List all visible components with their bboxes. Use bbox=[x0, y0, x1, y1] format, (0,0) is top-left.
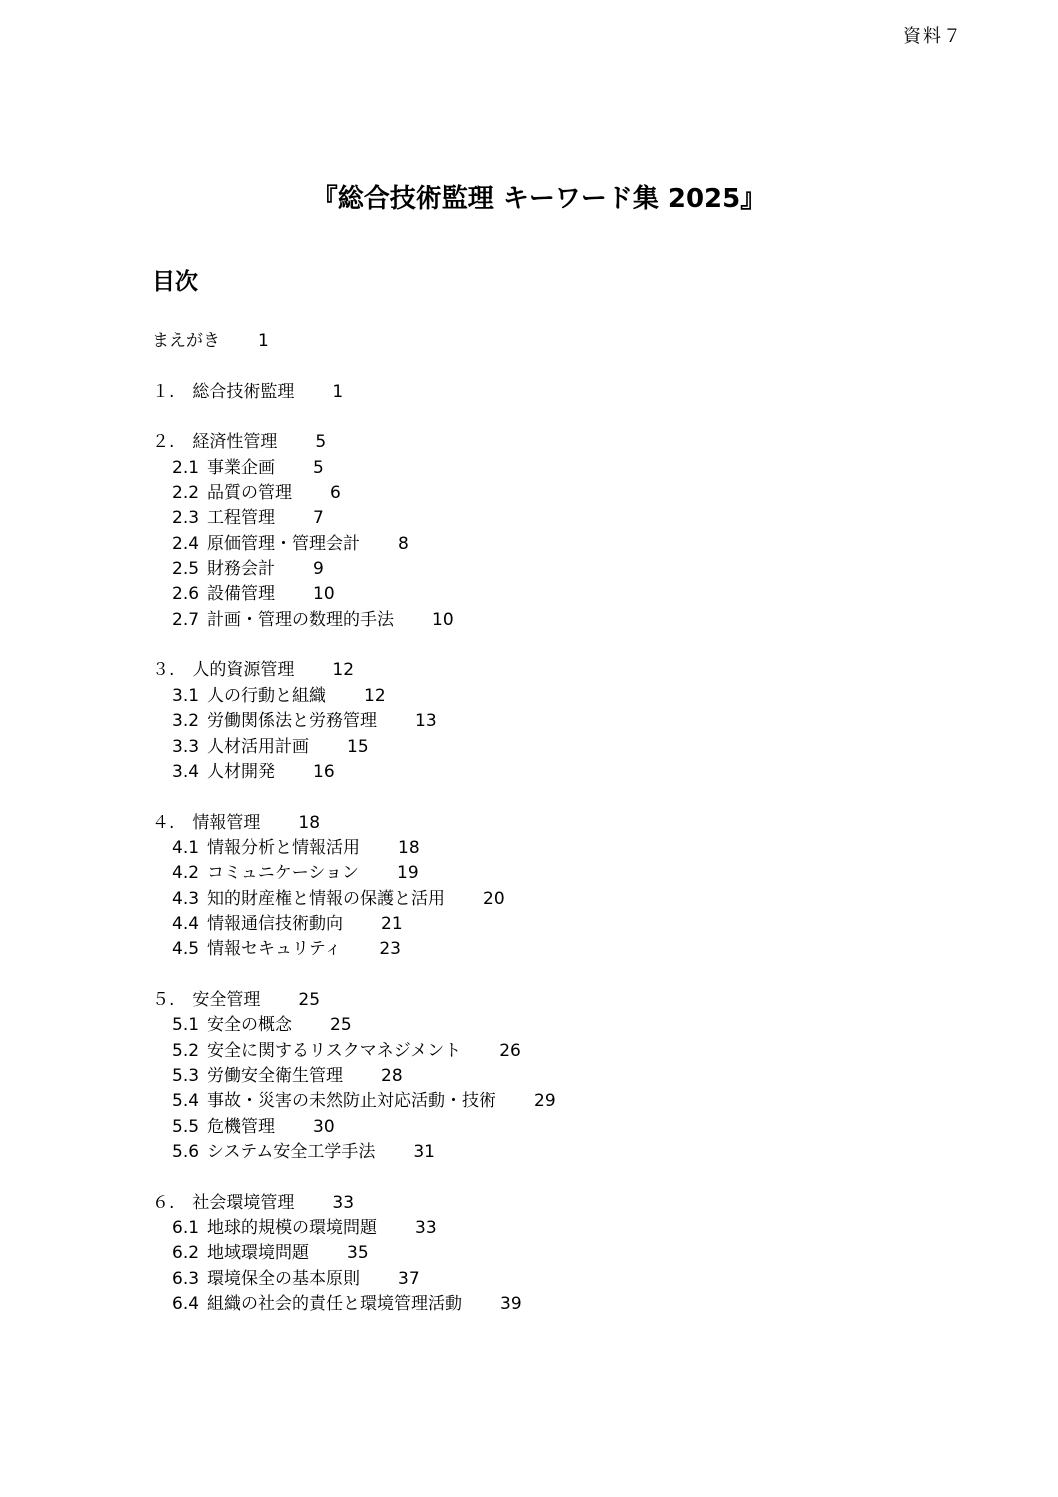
toc-section-number: 6.1 bbox=[172, 1218, 200, 1239]
toc-section-page: 9 bbox=[313, 559, 324, 580]
toc-chapter-page: 1 bbox=[332, 381, 344, 402]
toc-section bbox=[152, 912, 556, 937]
toc-chapter-title: 安全管理 bbox=[192, 989, 261, 1010]
toc-section-number: 2.2 bbox=[172, 483, 200, 504]
toc-section-page: 20 bbox=[483, 888, 505, 909]
toc-chapter-number: ４. bbox=[152, 812, 175, 833]
toc-section-page: 8 bbox=[398, 533, 409, 554]
toc-section-page: 15 bbox=[347, 736, 369, 757]
toc-chapter-number: ５. bbox=[152, 989, 175, 1010]
toc-section-number: 4.2 bbox=[172, 863, 200, 884]
toc-section-page: 23 bbox=[379, 939, 401, 960]
toc-section-number: 3.2 bbox=[172, 711, 200, 732]
toc-spacer bbox=[152, 1165, 556, 1190]
toc-chapter-title: 総合技術監理 bbox=[192, 381, 295, 402]
toc-chapter bbox=[152, 430, 556, 455]
toc-section-title: 安全の概念 bbox=[207, 1015, 293, 1036]
toc-section bbox=[152, 735, 556, 760]
toc-chapter bbox=[152, 988, 556, 1013]
toc-entry-title: まえがき bbox=[152, 331, 220, 351]
toc-section-page: 10 bbox=[432, 609, 454, 630]
toc-section-title: システム安全工学手法 bbox=[207, 1142, 376, 1162]
toc-section bbox=[152, 1064, 556, 1089]
toc-section-title: 人材開発 bbox=[207, 761, 276, 782]
toc-entry-preface bbox=[152, 329, 556, 354]
toc-section-number: 5.6 bbox=[172, 1142, 200, 1162]
toc-section-number: 5.3 bbox=[172, 1065, 200, 1086]
toc-chapter-page: 5 bbox=[315, 432, 327, 453]
toc-section-title: 労働安全衛生管理 bbox=[207, 1065, 344, 1086]
toc-section-title: 知的財産権と情報の保護と活用 bbox=[207, 888, 446, 909]
toc-chapter-number: ３. bbox=[152, 660, 175, 681]
toc-section bbox=[152, 1115, 556, 1140]
toc-section bbox=[152, 506, 556, 531]
table-of-contents bbox=[152, 329, 556, 1317]
toc-section-page: 12 bbox=[364, 685, 386, 706]
toc-section bbox=[152, 760, 556, 785]
toc-chapter-title: 人的資源管理 bbox=[192, 660, 295, 681]
toc-section-title: 組織の社会的責任と環境管理活動 bbox=[207, 1294, 463, 1315]
toc-section-title: 人の行動と組織 bbox=[207, 685, 327, 706]
toc-section bbox=[152, 456, 556, 481]
toc-section bbox=[152, 1013, 556, 1038]
toc-section-number: 4.4 bbox=[172, 913, 200, 934]
toc-section bbox=[152, 836, 556, 861]
toc-section-page: 10 bbox=[313, 584, 335, 605]
toc-section-page: 37 bbox=[398, 1268, 420, 1289]
toc-section-page: 28 bbox=[381, 1065, 403, 1086]
document-title: 『総合技術監理 キーワード集 2025』 bbox=[311, 184, 767, 214]
toc-chapter-number: ２. bbox=[152, 432, 175, 453]
toc-section-number: 4.5 bbox=[172, 939, 200, 960]
toc-section-page: 18 bbox=[398, 837, 420, 858]
toc-section-page: 33 bbox=[415, 1218, 437, 1239]
toc-section-number: 5.2 bbox=[172, 1040, 200, 1061]
toc-section-number: 2.6 bbox=[172, 584, 200, 605]
toc-section-number: 3.3 bbox=[172, 736, 200, 757]
toc-chapter-page: 18 bbox=[298, 812, 321, 833]
toc-section-page: 29 bbox=[534, 1091, 556, 1112]
toc-section-number: 5.4 bbox=[172, 1091, 200, 1112]
toc-section-title: 事故・災害の未然防止対応活動・技術 bbox=[207, 1091, 497, 1112]
toc-chapter bbox=[152, 380, 556, 405]
toc-heading: 目次 bbox=[152, 269, 198, 295]
toc-section bbox=[152, 1267, 556, 1292]
toc-section-page: 31 bbox=[413, 1142, 435, 1162]
toc-section-title: 設備管理 bbox=[207, 584, 276, 605]
toc-section-page: 21 bbox=[381, 913, 403, 934]
toc-chapter bbox=[152, 658, 556, 683]
toc-section-title: 労働関係法と労務管理 bbox=[207, 711, 378, 732]
toc-entry-page: 1 bbox=[258, 331, 269, 351]
toc-section bbox=[152, 1089, 556, 1114]
toc-section-number: 6.3 bbox=[172, 1268, 200, 1289]
toc-section bbox=[152, 582, 556, 607]
toc-section-title: 計画・管理の数理的手法 bbox=[207, 609, 395, 630]
toc-section-page: 7 bbox=[313, 508, 324, 529]
toc-section-title: 財務会計 bbox=[207, 559, 276, 580]
toc-section-number: 6.4 bbox=[172, 1294, 200, 1315]
toc-spacer bbox=[152, 354, 556, 379]
toc-chapter bbox=[152, 1191, 556, 1216]
toc-chapter-number: ６. bbox=[152, 1192, 175, 1213]
toc-section-page: 5 bbox=[313, 457, 324, 478]
toc-section-number: 2.1 bbox=[172, 457, 200, 478]
toc-section-page: 35 bbox=[347, 1243, 369, 1264]
toc-chapter bbox=[152, 811, 556, 836]
toc-section bbox=[152, 709, 556, 734]
toc-chapter-page: 12 bbox=[332, 660, 355, 681]
toc-chapter-title: 経済性管理 bbox=[192, 432, 278, 453]
toc-section bbox=[152, 1216, 556, 1241]
toc-spacer bbox=[152, 633, 556, 658]
toc-section-title: 情報セキュリティ bbox=[207, 939, 342, 960]
toc-section bbox=[152, 1292, 556, 1317]
toc-section-title: 品質の管理 bbox=[207, 483, 293, 504]
toc-section bbox=[152, 1039, 556, 1064]
toc-section-title: 工程管理 bbox=[207, 508, 276, 529]
toc-spacer bbox=[152, 785, 556, 810]
toc-section-number: 4.3 bbox=[172, 888, 200, 909]
toc-chapter-page: 33 bbox=[332, 1192, 355, 1213]
toc-section-number: 2.4 bbox=[172, 533, 200, 554]
toc-section-title: コミュニケーション bbox=[207, 863, 360, 884]
toc-section bbox=[152, 608, 556, 633]
toc-section-title: 原価管理・管理会計 bbox=[207, 533, 361, 554]
toc-section-page: 6 bbox=[330, 483, 341, 504]
toc-section-number: 5.1 bbox=[172, 1015, 200, 1036]
toc-section-page: 16 bbox=[313, 761, 335, 782]
toc-section-title: 環境保全の基本原則 bbox=[207, 1268, 361, 1289]
toc-section bbox=[152, 684, 556, 709]
toc-section bbox=[152, 557, 556, 582]
toc-section-title: 人材活用計画 bbox=[207, 736, 310, 757]
toc-section-number: 3.4 bbox=[172, 761, 200, 782]
toc-section bbox=[152, 532, 556, 557]
toc-section-title: 危機管理 bbox=[207, 1116, 276, 1137]
toc-section-number: 2.3 bbox=[172, 508, 200, 529]
toc-section bbox=[152, 861, 556, 886]
toc-section-number: 5.5 bbox=[172, 1116, 200, 1137]
toc-section-number: 4.1 bbox=[172, 837, 200, 858]
toc-section-title: 地球的規模の環境問題 bbox=[207, 1218, 378, 1239]
document-label: 資料７ bbox=[903, 26, 963, 47]
toc-section-page: 26 bbox=[499, 1040, 521, 1061]
toc-section-page: 19 bbox=[397, 863, 419, 884]
toc-section-number: 2.7 bbox=[172, 609, 200, 630]
toc-spacer bbox=[152, 405, 556, 430]
toc-section bbox=[152, 887, 556, 912]
toc-section-title: 情報通信技術動向 bbox=[207, 913, 344, 934]
toc-section-page: 25 bbox=[330, 1015, 352, 1036]
toc-section bbox=[152, 937, 556, 962]
toc-section-page: 30 bbox=[313, 1116, 335, 1137]
toc-chapter-title: 社会環境管理 bbox=[192, 1192, 295, 1213]
toc-section bbox=[152, 481, 556, 506]
toc-section bbox=[152, 1241, 556, 1266]
toc-section-title: 事業企画 bbox=[207, 457, 276, 478]
toc-section-page: 13 bbox=[415, 711, 437, 732]
toc-section-title: 情報分析と情報活用 bbox=[207, 837, 361, 858]
toc-section-title: 安全に関するリスクマネジメント bbox=[207, 1040, 462, 1061]
toc-section-number: 6.2 bbox=[172, 1243, 200, 1264]
toc-section bbox=[152, 1140, 556, 1165]
toc-chapter-page: 25 bbox=[298, 989, 321, 1010]
toc-chapter-number: １. bbox=[152, 381, 175, 402]
toc-section-page: 39 bbox=[500, 1294, 522, 1315]
toc-chapter-title: 情報管理 bbox=[192, 812, 261, 833]
toc-section-title: 地域環境問題 bbox=[207, 1243, 310, 1264]
toc-spacer bbox=[152, 963, 556, 988]
toc-section-number: 2.5 bbox=[172, 559, 200, 580]
toc-section-number: 3.1 bbox=[172, 685, 200, 706]
